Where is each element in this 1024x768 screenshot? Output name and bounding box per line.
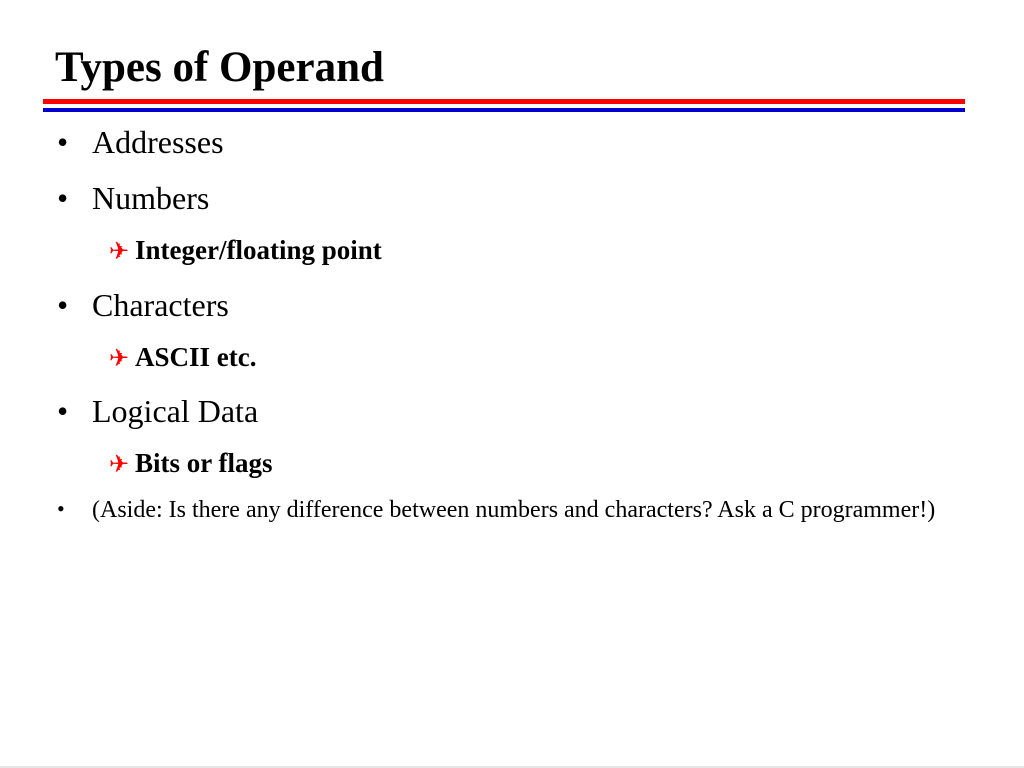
bullet-icon: • — [57, 496, 65, 521]
sub-list-item — [103, 236, 382, 266]
title-rule-red — [43, 99, 965, 104]
list-item — [57, 181, 209, 216]
sub-list-item-label: Integer/floating point — [135, 235, 382, 265]
aside-note-text: (Aside: Is there any difference between numbers and characters? Ask a C programmer!) — [92, 497, 936, 523]
title-rule-blue — [43, 108, 965, 112]
sub-list-item-label: Bits or flags — [135, 448, 273, 478]
list-item — [57, 125, 224, 160]
bullet-icon: • — [57, 180, 69, 216]
sub-list-item — [103, 449, 273, 479]
list-item-label: Addresses — [92, 124, 224, 160]
airplane-icon: ✈ — [108, 237, 130, 265]
list-item-label: Characters — [92, 287, 229, 323]
sub-list-item-label: ASCII etc. — [135, 342, 257, 372]
bullet-icon: • — [57, 124, 69, 160]
list-item-label: Logical Data — [92, 393, 259, 429]
list-item — [57, 394, 258, 429]
list-item — [57, 288, 229, 323]
airplane-icon: ✈ — [108, 344, 130, 372]
bullet-icon: • — [57, 287, 69, 323]
list-item-label: Numbers — [92, 180, 210, 216]
bullet-icon: • — [57, 393, 69, 429]
aside-note — [57, 495, 957, 525]
slide-title: Types of Operand — [55, 44, 384, 91]
airplane-icon: ✈ — [108, 450, 130, 478]
sub-list-item — [103, 343, 257, 373]
